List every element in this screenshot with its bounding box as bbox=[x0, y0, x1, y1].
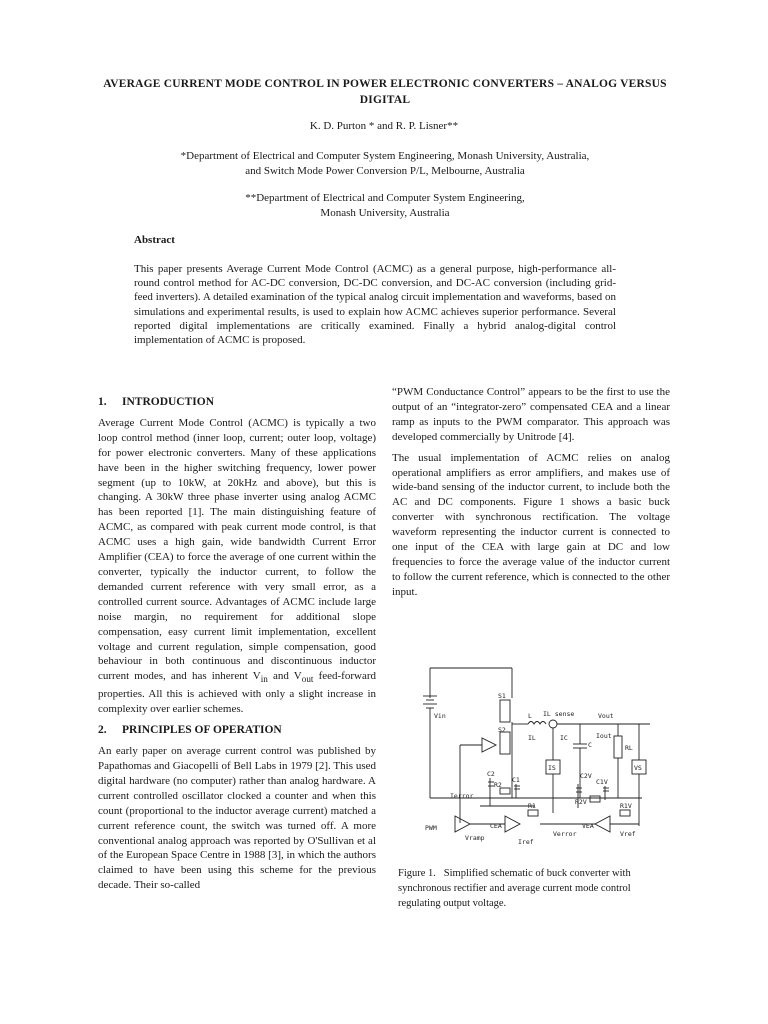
abstract-text: This paper presents Average Current Mode Control (ACMC) as a general purpose, high-performance all-round control method for AC-DC conversion, DC-DC conversion, and DC-AC conversion (including grid-feed inverters). A detailed examination of the typical analog circuit implementation and waveforms, based on simulations and experimental results, is used to explain how ACMC achieves superior performance. Several reported digital implementations are critically examined. Finally a hybrid analog-digital control implementation of ACMC is proposed. bbox=[134, 263, 616, 347]
label-cea: CEA bbox=[490, 822, 502, 830]
section-2-number: 2. bbox=[98, 724, 107, 737]
sub-in: in bbox=[260, 674, 268, 685]
label-is: IS bbox=[548, 764, 556, 772]
authors: K. D. Purton * and R. P. Lisner** bbox=[309, 120, 459, 132]
affiliation-2-line1: **Department of Electrical and Computer System Engineering, bbox=[245, 192, 525, 204]
right-column bbox=[392, 385, 670, 606]
label-rl: RL bbox=[625, 744, 633, 752]
section-1-title: INTRODUCTION bbox=[122, 396, 215, 408]
intro-text-c: feed-forward properties. All this is achieved with only a slight increase in complexity over earlier schemes. bbox=[98, 670, 376, 716]
affiliation-1 bbox=[80, 149, 690, 179]
label-r2: R2 bbox=[494, 781, 502, 789]
section-1-paragraph bbox=[98, 416, 376, 717]
affiliation-1-line2: and Switch Mode Power Conversion P/L, Melbourne, Australia bbox=[245, 165, 525, 177]
label-vref: Vref bbox=[620, 830, 636, 838]
label-s2: S2 bbox=[498, 726, 506, 734]
caption-label: Figure 1. bbox=[398, 868, 436, 879]
label-l: L bbox=[528, 712, 532, 720]
label-ierror: Ierror bbox=[450, 792, 474, 800]
section-2-paragraph: An early paper on average current control was published by Papathomas and Giacopelli of Bell Labs in 1979 [2]. This used digital hardware (no computer) rather than analog hardware. A current controlled oscillator clocked a counter and when this count (proportional to the inductor average current) matched a current reference count, the switch was turned off. A more conventional analog approach was reported by O'Sullivan et al of the European Space Centre in 1988 [3], in which the authors claimed to have been using this scheme for the previous decade. Their so-called bbox=[98, 745, 376, 892]
section-2-title: PRINCIPLES OF OPERATION bbox=[122, 724, 282, 737]
intro-text-a: Average Current Mode Control (ACMC) is typically a two loop control method (inner loop, current; outer loop, voltage) for power electronic converters. Many of these applications have been in the higher switching frequency, lower power segment (up to 10kW, at 20kHz and above), but this is changing. A 30kW three phase inverter using analog ACMC has been reported [1]. The main distinguishing feature of ACMC, as compared with peak current mode control, is that ACMC uses a high gain, wide bandwidth Current Error Amplifier (CEA) to force the average of one current within the converter, typically the inductor current, to follow the demanded current reference with very small error, as a controlled current source. Advantages of ACMC include large noise margin, no requirement for additional slope compensation, easy current limit implementation, excellent voltage and current regulation, simple compensation, good behaviour in both continuous and discontinuous inductor current modes, and has inherent V bbox=[98, 416, 376, 683]
label-s1: S1 bbox=[498, 692, 506, 700]
label-pwm: PWM bbox=[425, 824, 437, 832]
label-c: C bbox=[588, 741, 592, 749]
section-2-heading bbox=[98, 723, 376, 738]
affiliation-2 bbox=[80, 191, 690, 221]
label-il: IL bbox=[528, 734, 536, 742]
circuit-schematic bbox=[420, 648, 670, 848]
sub-out: out bbox=[301, 674, 314, 685]
intro-text-b: and V bbox=[267, 670, 302, 683]
label-ic: IC bbox=[560, 734, 568, 742]
label-iref: Iref bbox=[518, 838, 534, 846]
section-1-number: 1. bbox=[98, 396, 107, 408]
right-paragraph-2: The usual implementation of ACMC relies on analog operational amplifiers as error amplifiers, and makes use of wide-band sensing of the inductor current, to include both the AC and DC components. Figure 1 shows a basic buck converter with synchronous rectification. The voltage waveform representing the inductor current is connected to one input of the CEA with large gain at DC and low frequencies to force the average value of the inductor current to follow the current reference, which is connected to the other input. bbox=[392, 451, 670, 598]
label-c1: C1 bbox=[512, 776, 520, 784]
label-c2: C2 bbox=[487, 770, 495, 778]
label-vin: Vin bbox=[434, 712, 446, 720]
figure-caption bbox=[398, 866, 658, 911]
affiliation-2-line2: Monash University, Australia bbox=[320, 207, 450, 219]
label-c2v: C2V bbox=[580, 772, 592, 780]
label-vea: VEA bbox=[582, 822, 594, 830]
abstract-heading: Abstract bbox=[134, 234, 175, 246]
paper-title: AVERAGE CURRENT MODE CONTROL IN POWER ELECTRONIC CONVERTERS – ANALOG VERSUS DIGITAL bbox=[103, 78, 667, 106]
label-vramp: Vramp bbox=[465, 834, 485, 842]
label-c1v: C1V bbox=[596, 778, 608, 786]
label-vs: VS bbox=[634, 764, 642, 772]
left-column bbox=[98, 395, 376, 899]
label-r1v: R1V bbox=[620, 802, 632, 810]
section-1-heading bbox=[98, 395, 376, 410]
affiliation-1-line1: *Department of Electrical and Computer System Engineering, Monash University, Australia, bbox=[180, 150, 590, 162]
label-r1: R1 bbox=[528, 802, 536, 810]
label-verror: Verror bbox=[553, 830, 577, 838]
caption-text: Simplified schematic of buck converter with synchronous rectifier and average current mode control regulating output voltage. bbox=[398, 868, 631, 909]
label-iout: Iout bbox=[596, 732, 612, 740]
label-il-sense: IL sense bbox=[543, 710, 575, 718]
right-paragraph-1: “PWM Conductance Control” appears to be the first to use the output of an “integrator-zero” compensated CEA and a linear ramp as inputs to the PWM comparator. This approach was developed commercially by Unitrode [4]. bbox=[392, 386, 670, 443]
label-vout: Vout bbox=[598, 712, 614, 720]
label-r2v: R2V bbox=[575, 798, 587, 806]
